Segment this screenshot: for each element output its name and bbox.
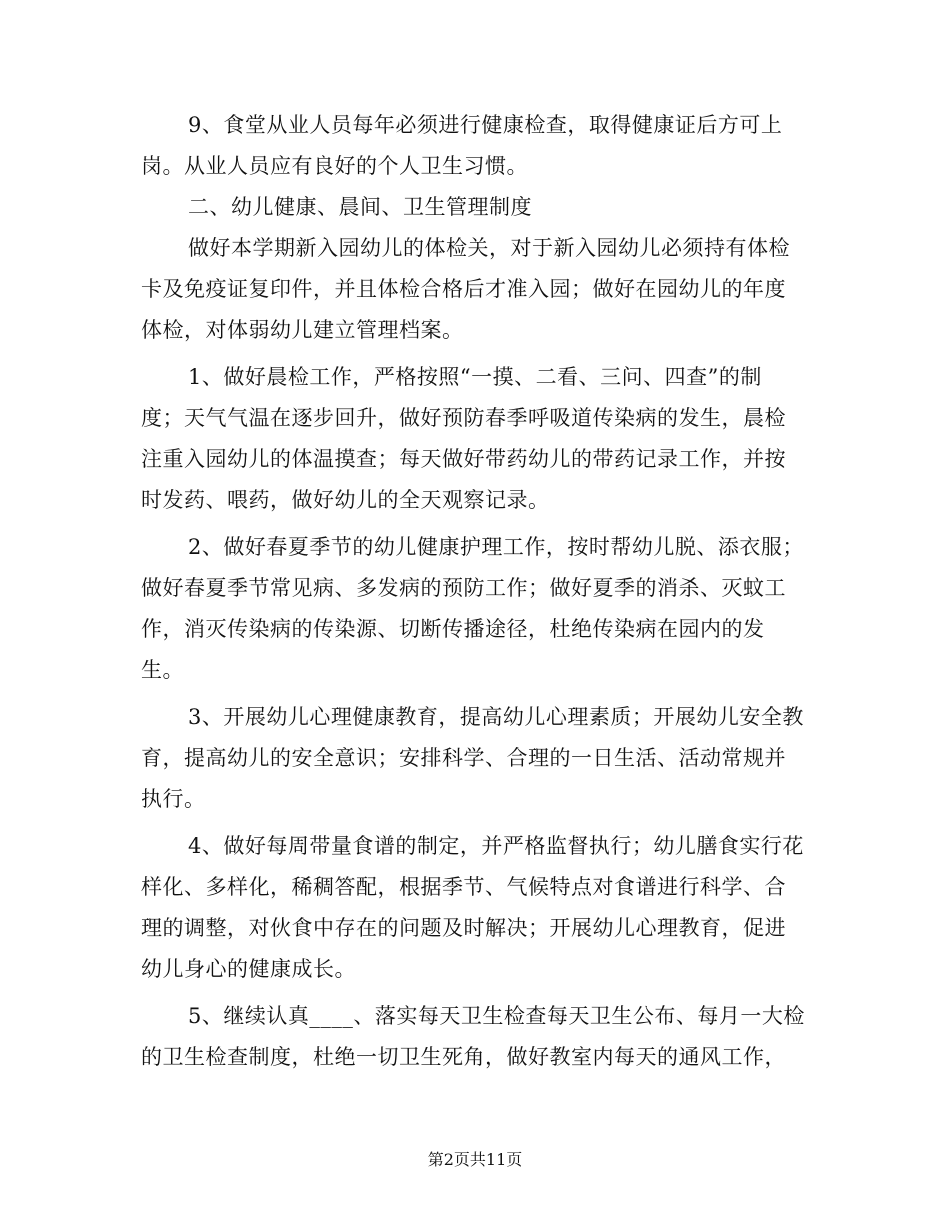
text-line: 做好春夏季节常见病、多发病的预防工作；做好夏季的消杀、灭蚊工 bbox=[141, 576, 786, 600]
text-line: 注重入园幼儿的体温摸查；每天做好带药幼儿的带药记录工作，并按 bbox=[141, 447, 786, 471]
text-line: 4、做好每周带量食谱的制定，并严格监督执行；幼儿膳食实行花 bbox=[188, 834, 804, 858]
text-line: 2、做好春夏季节的幼儿健康护理工作，按时帮幼儿脱、添衣服； bbox=[188, 535, 804, 559]
text-line: 的卫生检查制度，杜绝一切卫生死角，做好教室内每天的通风工作， bbox=[141, 1045, 786, 1069]
text-line: 1、做好晨检工作，严格按照“一摸、二看、三问、四查”的制 bbox=[188, 365, 762, 389]
text-line: 卡及免疫证复印件，并且体检合格后才准入园；做好在园幼儿的年度 bbox=[141, 277, 786, 301]
text-line: 理的调整，对伙食中存在的问题及时解决；开展幼儿心理教育，促进 bbox=[141, 916, 786, 940]
text-line: 度；天气气温在逐步回升，做好预防春季呼吸道传染病的发生，晨检 bbox=[141, 406, 786, 430]
text-line: 作，消灭传染病的传染源、切断传播途径，杜绝传染病在园内的发 bbox=[141, 617, 765, 641]
text-line: 生。 bbox=[141, 658, 184, 682]
text-line: 时发药、喂药，做好幼儿的全天观察记录。 bbox=[141, 488, 550, 512]
text-line: 岗。从业人员应有良好的个人卫生习惯。 bbox=[141, 154, 528, 178]
page-number-footer: 第2页共11页 bbox=[427, 1150, 523, 1169]
section-heading: 二、幼儿健康、晨间、卫生管理制度 bbox=[188, 195, 532, 219]
text-line: 样化、多样化，稀稠答配，根据季节、气候特点对食谱进行科学、合 bbox=[141, 875, 786, 899]
text-line: 3、开展幼儿心理健康教育，提高幼儿心理素质；开展幼儿安全教 bbox=[188, 705, 804, 729]
text-line: 5、继续认真____、落实每天卫生检查每天卫生公布、每月一大检 bbox=[188, 1004, 805, 1028]
text-line: 幼儿身心的健康成长。 bbox=[141, 957, 356, 981]
text-line: 9、食堂从业人员每年必须进行健康检查，取得健康证后方可上 bbox=[188, 113, 783, 137]
text-line: 做好本学期新入园幼儿的体检关，对于新入园幼儿必须持有体检 bbox=[188, 236, 790, 260]
text-line: 体检，对体弱幼儿建立管理档案。 bbox=[141, 318, 464, 342]
text-line: 育，提高幼儿的安全意识；安排科学、合理的一日生活、活动常规并 bbox=[141, 746, 786, 770]
text-line: 执行。 bbox=[141, 787, 206, 811]
